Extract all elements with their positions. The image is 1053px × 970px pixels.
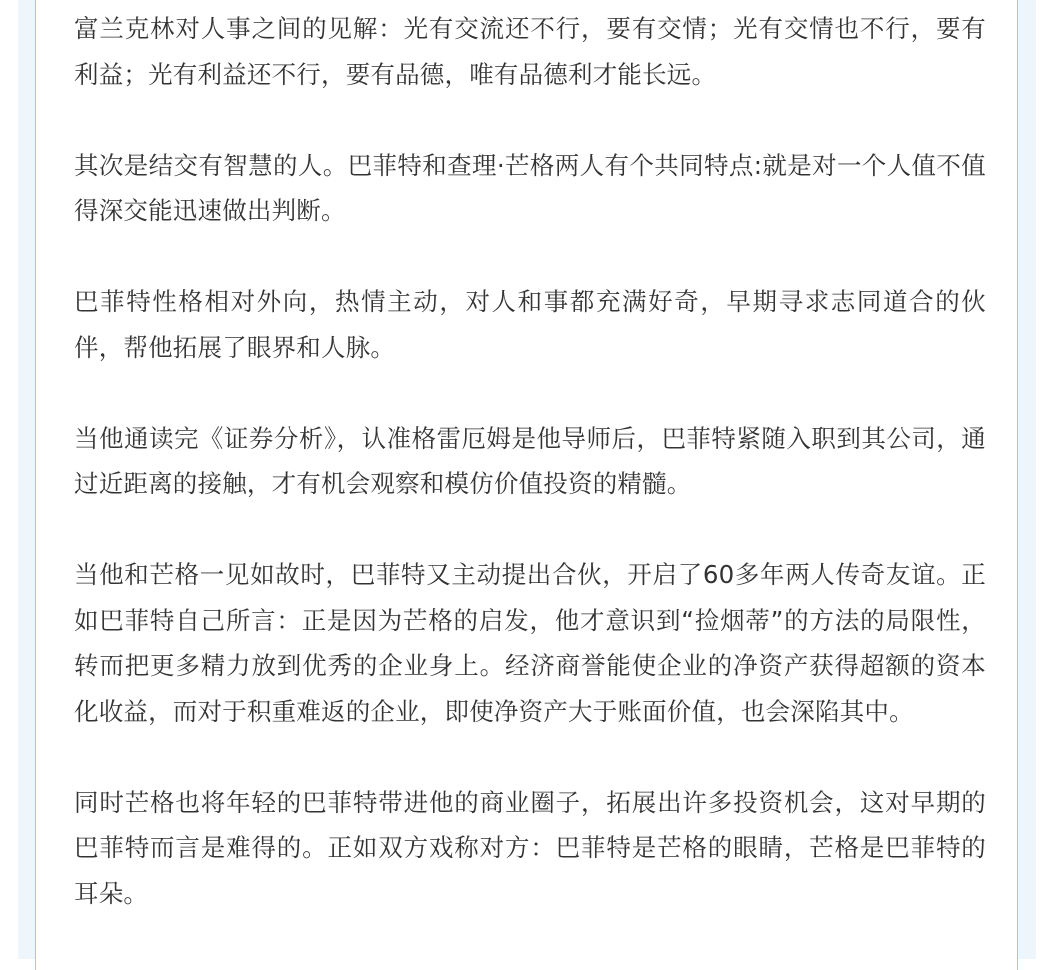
paragraph-business-circle: 同时芒格也将年轻的巴菲特带进他的商业圈子，拓展出许多投资机会，这对早期的巴菲特而言是难得的。正如双方戏称对方：巴菲特是芒格的眼睛，芒格是巴菲特的耳朵。 <box>74 787 986 908</box>
article-card <box>35 0 1018 970</box>
paragraph-franklin-view: 富兰克林对人事之间的见解：光有交流还不行，要有交情；光有交情也不行，要有利益；光有利益还不行，要有品德，唯有品德利才能长远。 <box>74 14 986 89</box>
paragraph-buffett-personality: 巴菲特性格相对外向，热情主动，对人和事都充满好奇，早期寻求志同道合的伙伴，帮他拓展了眼界和人脉。 <box>74 287 986 362</box>
article-body <box>74 6 986 962</box>
paragraph-graham-mentor: 当他通读完《证券分析》，认准格雷厄姆是他导师后，巴菲特紧随入职到其公司，通过近距离的接触，才有机会观察和模仿价值投资的精髓。 <box>74 423 986 498</box>
left-side-band <box>18 0 36 959</box>
paragraph-wise-friends: 其次是结交有智慧的人。巴菲特和查理·芒格两人有个共同特点:就是对一个人值不值得深交能迅速做出判断。 <box>74 150 986 225</box>
paragraph-munger-partnership: 当他和芒格一见如故时，巴菲特又主动提出合伙，开启了60多年两人传奇友谊。正如巴菲特自己所言：正是因为芒格的启发，他才意识到“捡烟蒂”的方法的局限性，转而把更多精力放到优秀的企业身上。经济商誉能使企业的净资产获得超额的资本化收益，而对于积重难返的企业，即使净资产大于账面价值，也会深陷其中。 <box>74 560 986 726</box>
right-side-band <box>1018 0 1036 959</box>
